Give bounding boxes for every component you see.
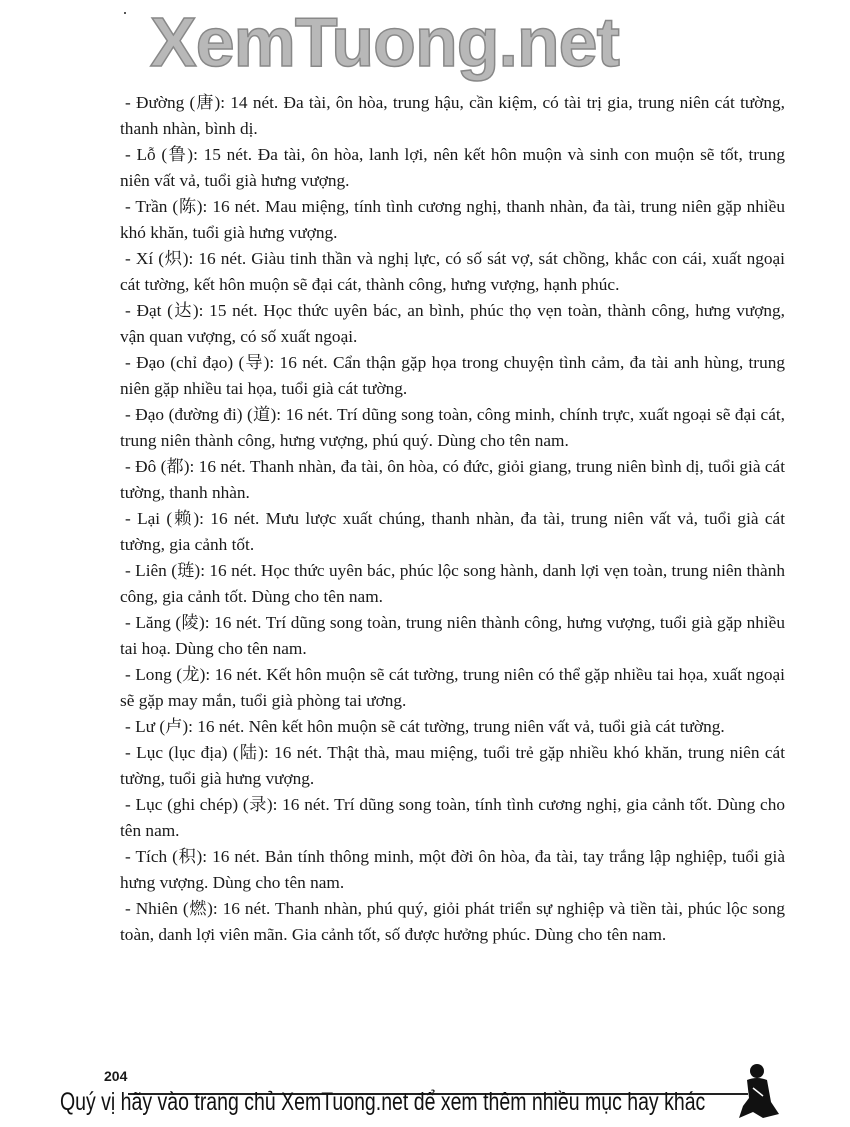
scan-speck: [124, 12, 126, 14]
page-number: 204: [104, 1068, 128, 1084]
entry: - Long (龙): 16 nét. Kết hôn muộn sẽ cát tường, trung niên có thể gặp nhiều tai họa, xuất ngoại sẽ gặp may mắn, tuổi già phòng tai ương.: [120, 665, 785, 710]
footer-promo-link[interactable]: Quý vị hãy vào trang chủ XemTuong.net để xem thêm nhiều mục hay khác: [60, 1088, 706, 1116]
entry: - Nhiên (燃): 16 nét. Thanh nhàn, phú quý, giỏi phát triển sự nghiệp và tiền tài, phúc lộc song toàn, danh lợi viên mãn. Gia cảnh tốt, số được hưởng phúc. Dùng cho tên nam.: [120, 899, 785, 944]
entry: - Liên (琏): 16 nét. Học thức uyên bác, phúc lộc song hành, danh lợi vẹn toàn, trung niên thành công, gia cảnh tốt. Dùng cho tên nam.: [120, 561, 785, 606]
body-text: [120, 90, 785, 948]
entry: - Trần (陈): 16 nét. Mau miệng, tính tình cương nghị, thanh nhàn, đa tài, trung niên gặp nhiều khó khăn, tuổi già hưng vượng.: [120, 197, 785, 242]
entry: - Lại (赖): 16 nét. Mưu lược xuất chúng, thanh nhàn, đa tài, trung niên vất vả, tuổi già cát tường, gia cảnh tốt.: [120, 509, 785, 554]
entry: - Lư (卢): 16 nét. Nên kết hôn muộn sẽ cát tường, trung niên vất vả, tuổi già cát tường.: [125, 717, 725, 736]
entry: - Đạo (đường đi) (道): 16 nét. Trí dũng song toàn, công minh, chính trực, xuất ngoại sẽ đại cát, trung niên thành công, hưng vượng, phú quý. Dùng cho tên nam.: [120, 405, 785, 450]
entry: - Lăng (陵): 16 nét. Trí dũng song toàn, trung niên thành công, hưng vượng, tuổi già gặp nhiều tai hoạ. Dùng cho tên nam.: [120, 613, 785, 658]
entry: - Lỗ (鲁): 15 nét. Đa tài, ôn hòa, lanh lợi, nên kết hôn muộn và sinh con muộn sẽ tốt, trung niên vất vả, tuổi già hưng vượng.: [120, 145, 785, 190]
entry: - Đường (唐): 14 nét. Đa tài, ôn hòa, trung hậu, cần kiệm, có tài trị gia, trung niên cát tường, thanh nhàn, bình dị.: [120, 93, 785, 138]
entry: - Lục (lục địa) (陆): 16 nét. Thật thà, mau miệng, tuổi trẻ gặp nhiều khó khăn, trung niên cát tường, tuổi già hưng vượng.: [120, 743, 785, 788]
scholar-figure-icon: [733, 1062, 783, 1122]
entry: - Đạo (chỉ đạo) (导): 16 nét. Cẩn thận gặp họa trong chuyện tình cảm, đa tài anh hùng, trung niên gặp nhiều tai họa, tuổi già cát tường.: [120, 353, 785, 398]
entry: - Tích (积): 16 nét. Bản tính thông minh, một đời ôn hòa, đa tài, tay trắng lập nghiệp, tuổi già hưng vượng. Dùng cho tên nam.: [120, 847, 785, 892]
entry: - Đô (都): 16 nét. Thanh nhàn, đa tài, ôn hòa, có đức, giỏi giang, trung niên bình dị, tuổi già cát tường, thanh nhàn.: [120, 457, 785, 502]
entry: - Xí (炽): 16 nét. Giàu tinh thần và nghị lực, có số sát vợ, sát chồng, khắc con cái, xuất ngoại cát tường, kết hôn muộn sẽ đại cát, thành công, hưng vượng, hạnh phúc.: [120, 249, 785, 294]
watermark: XemTuong.net: [150, 3, 619, 81]
entry: - Đạt (达): 15 nét. Học thức uyên bác, an bình, phúc thọ vẹn toàn, thành công, hưng vượng, vận quan vượng, có số xuất ngoại.: [120, 301, 785, 346]
entry: - Lục (ghi chép) (录): 16 nét. Trí dũng song toàn, tính tình cương nghị, gia cảnh tốt. Dùng cho tên nam.: [120, 795, 785, 840]
